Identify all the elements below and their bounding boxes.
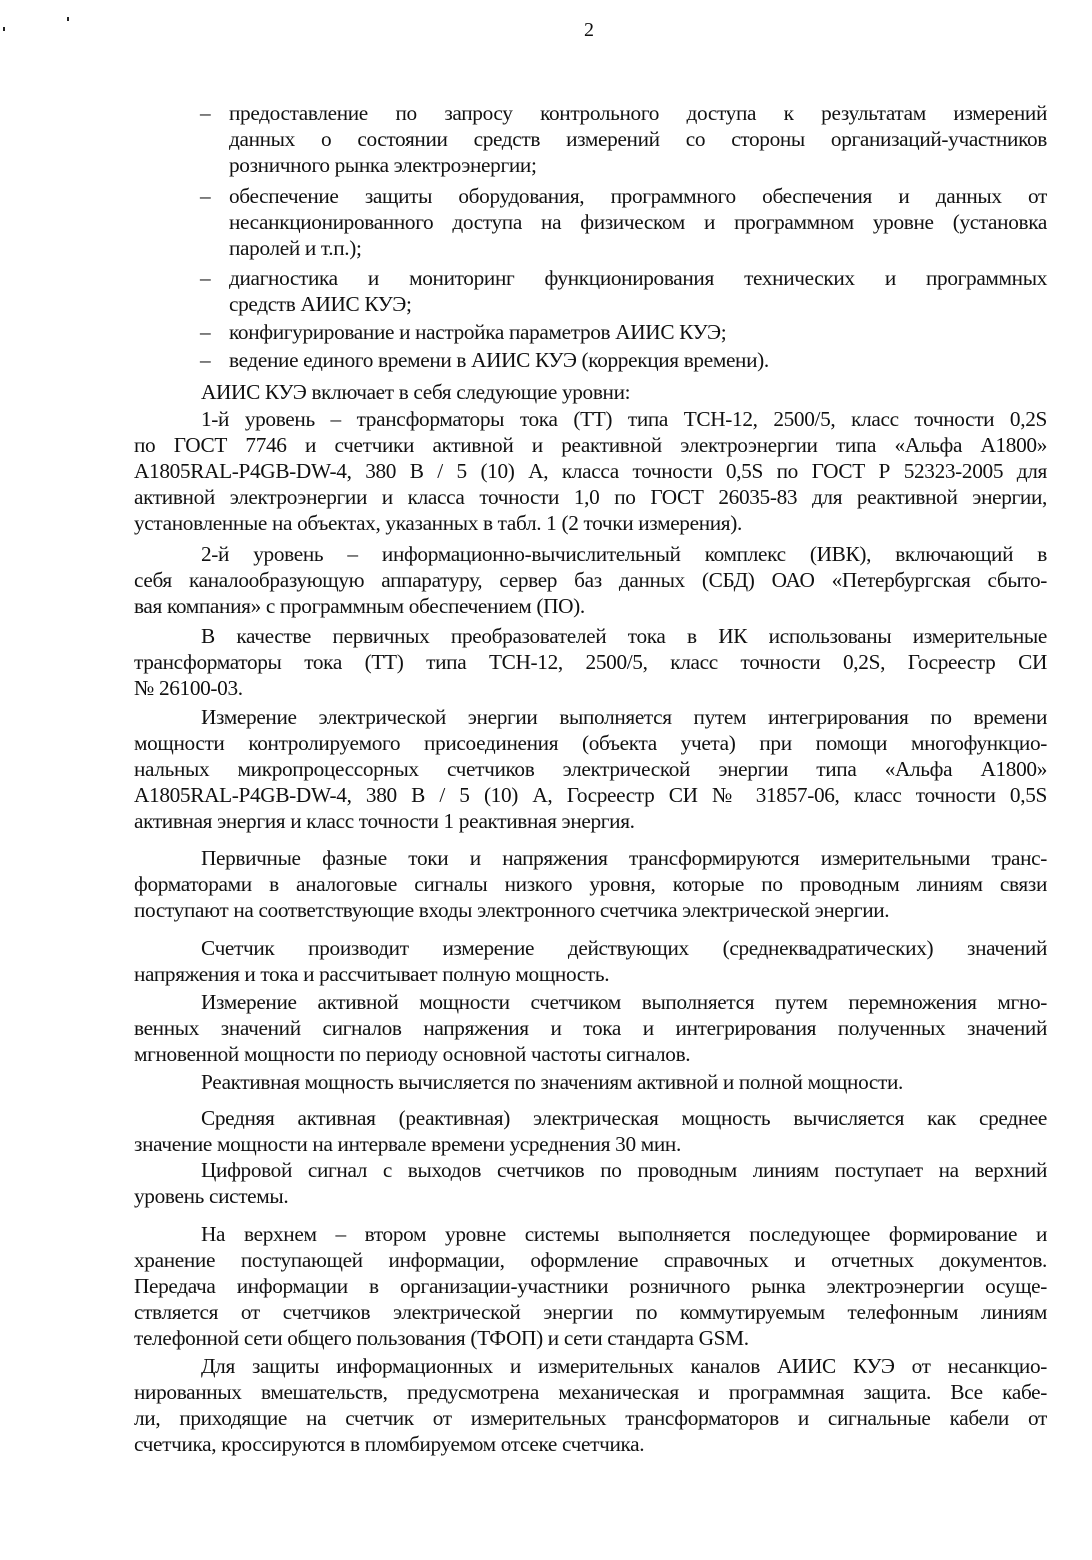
- text-line: уровень системы.: [134, 1184, 289, 1208]
- text-line: установленные на объектах, указанных в табл. 1 (2 точки измерения).: [134, 511, 742, 535]
- text-line: Передача информации в организации-участники розничного рынка электроэнергии осуще-: [134, 1274, 1047, 1298]
- text-line: форматорами в аналоговые сигналы низкого уровня, которые по проводным линиям связи: [134, 872, 1047, 896]
- bullet-dash: –: [200, 266, 211, 290]
- text-line: ведение единого времени в АИИС КУЭ (коррекция времени).: [229, 348, 769, 372]
- text-line: На верхнем – втором уровне системы выполняется последующее формирование и: [201, 1222, 1047, 1246]
- text-line: Средняя активная (реактивная) электрическая мощность вычисляется как среднее: [201, 1106, 1047, 1130]
- text-line: паролей и т.п.);: [229, 236, 362, 260]
- text-line: нальных микропроцессорных счетчиков электрической энергии типа «Альфа А1800»: [134, 757, 1047, 781]
- text-line: по ГОСТ 7746 и счетчики активной и реактивной электроэнергии типа «Альфа А1800»: [134, 433, 1047, 457]
- text-line: нированных вмешательств, предусмотрена механическая и программная защита. Все кабе-: [134, 1380, 1047, 1404]
- text-line: Для защиты информационных и измерительных каналов АИИС КУЭ от несанкцио-: [201, 1354, 1047, 1378]
- text-line: венных значений сигналов напряжения и тока и интегрирования полученных значений: [134, 1016, 1047, 1040]
- text-line: активная энергия и класс точности 1 реактивная энергия.: [134, 809, 635, 833]
- bullet-dash: –: [200, 184, 211, 208]
- text-line: хранение поступающей информации, оформление справочных и отчетных документов.: [134, 1248, 1047, 1272]
- text-line: ствляется от счетчиков электрической энергии по коммутируемым телефонным линиям: [134, 1300, 1047, 1324]
- text-line: себя каналообразующую аппаратуру, сервер баз данных (СБД) ОАО «Петербургская сбыто-: [134, 568, 1047, 592]
- text-line: несанкционированного доступа на физическом и программном уровне (установка: [229, 210, 1047, 234]
- text-line: A1805RAL-P4GB-DW-4, 380 В / 5 (10) А, Госреестр СИ № 31857-06, класс точности 0,5S: [134, 783, 1047, 807]
- text-line: A1805RAL-P4GB-DW-4, 380 В / 5 (10) А, класса точности 0,5S по ГОСТ Р 52323-2005 для: [134, 459, 1047, 483]
- bullet-dash: –: [200, 101, 211, 125]
- text-line: Реактивная мощность вычисляется по значениям активной и полной мощности.: [201, 1070, 904, 1094]
- bullet-dash: –: [200, 348, 211, 372]
- text-line: счетчика, кроссируются в пломбируемом отсеке счетчика.: [134, 1432, 645, 1456]
- text-line: 2-й уровень – информационно-вычислительный комплекс (ИВК), включающий в: [201, 542, 1047, 566]
- text-line: АИИС КУЭ включает в себя следующие уровни:: [201, 380, 631, 404]
- text-line: розничного рынка электроэнергии;: [229, 153, 537, 177]
- text-line: значение мощности на интервале времени усреднения 30 мин.: [134, 1132, 681, 1156]
- text-line: Цифровой сигнал с выходов счетчиков по проводным линиям поступает на верхний: [201, 1158, 1047, 1182]
- bullet-dash: –: [200, 320, 211, 344]
- text-line: напряжения и тока и рассчитывает полную мощность.: [134, 962, 610, 986]
- page-number: 2: [584, 19, 594, 41]
- text-line: телефонной сети общего пользования (ТФОП) и сети стандарта GSM.: [134, 1326, 749, 1350]
- text-line: Первичные фазные токи и напряжения трансформируются измерительными транс-: [201, 846, 1047, 870]
- text-line: трансформаторы тока (ТТ) типа ТСН-12, 2500/5, класс точности 0,2S, Госреестр СИ: [134, 650, 1047, 674]
- text-line: конфигурирование и настройка параметров АИИС КУЭ;: [229, 320, 727, 344]
- text-line: 1-й уровень – трансформаторы тока (ТТ) типа ТСН-12, 2500/5, класс точности 0,2S: [201, 407, 1047, 431]
- text-line: № 26100-03.: [134, 676, 243, 700]
- text-line: средств АИИС КУЭ;: [229, 292, 412, 316]
- text-line: поступают на соответствующие входы электронного счетчика электрической энергии.: [134, 898, 890, 922]
- text-line: ли, приходящие на счетчик от измерительных трансформаторов и сигнальные кабели от: [134, 1406, 1047, 1430]
- text-line: предоставление по запросу контрольного доступа к результатам измерений: [229, 101, 1047, 125]
- text-line: мгновенной мощности по периоду основной частоты сигналов.: [134, 1042, 691, 1066]
- text-line: Измерение активной мощности счетчиком выполняется путем перемножения мгно-: [201, 990, 1047, 1014]
- text-line: вая компания» с программным обеспечением (ПО).: [134, 594, 585, 618]
- text-line: Измерение электрической энергии выполняется путем интегрирования по времени: [201, 705, 1047, 729]
- text-line: диагностика и мониторинг функционирования технических и программных: [229, 266, 1047, 290]
- text-line: мощности контролируемого присоединения (объекта учета) при помощи многофункцио-: [134, 731, 1047, 755]
- text-line: обеспечение защиты оборудования, программного обеспечения и данных от: [229, 184, 1047, 208]
- text-line: В качестве первичных преобразователей тока в ИК использованы измерительные: [201, 624, 1047, 648]
- text-line: данных о состоянии средств измерений со стороны организаций-участников: [229, 127, 1047, 151]
- text-line: активной электроэнергии и класса точности 1,0 по ГОСТ 26035-83 для реактивной энергии,: [134, 485, 1047, 509]
- text-line: Счетчик производит измерение действующих (среднеквадратических) значений: [201, 936, 1047, 960]
